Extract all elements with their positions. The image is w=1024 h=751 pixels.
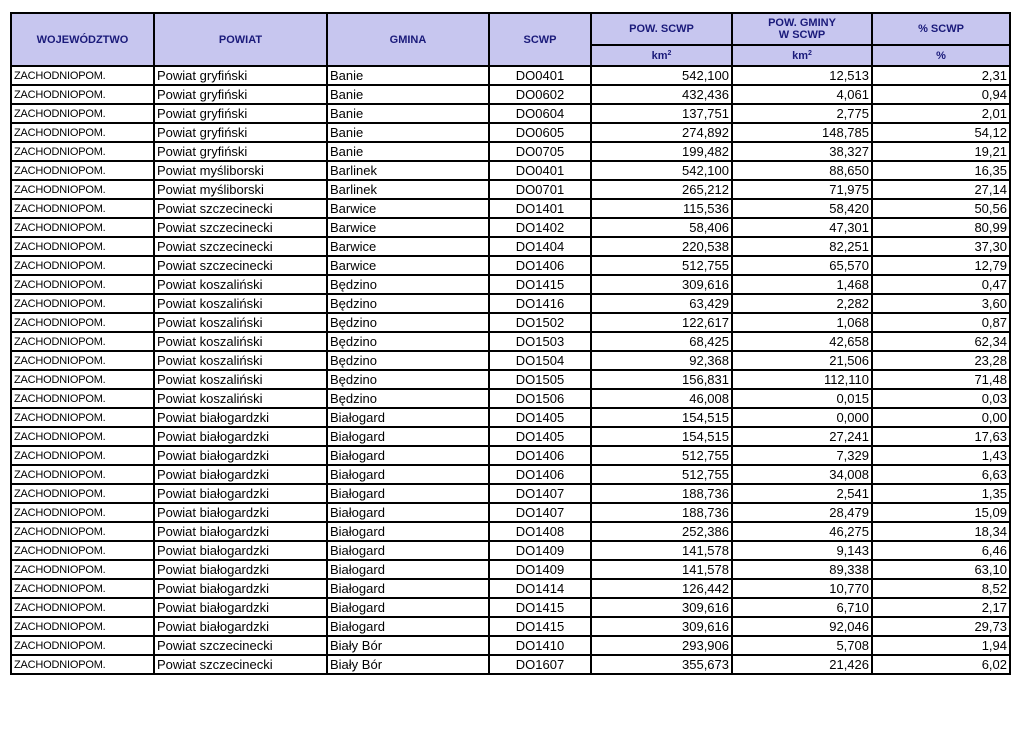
cell-pct-scwp: 54,12 (872, 123, 1010, 142)
cell-powiat: Powiat koszaliński (154, 294, 327, 313)
cell-wojewodztwo: ZACHODNIOPOM. (11, 180, 154, 199)
cell-pow-scwp: 432,436 (591, 85, 732, 104)
cell-powiat: Powiat koszaliński (154, 389, 327, 408)
table-row (11, 199, 1010, 218)
cell-gmina: Banie (327, 85, 489, 104)
cell-scwp: DO1506 (489, 389, 591, 408)
cell-scwp: DO1416 (489, 294, 591, 313)
cell-pow-gminy: 42,658 (732, 332, 872, 351)
cell-pow-gminy: 89,338 (732, 560, 872, 579)
cell-gmina: Będzino (327, 351, 489, 370)
cell-wojewodztwo: ZACHODNIOPOM. (11, 427, 154, 446)
cell-powiat: Powiat szczecinecki (154, 256, 327, 275)
cell-powiat: Powiat koszaliński (154, 275, 327, 294)
cell-scwp: DO1410 (489, 636, 591, 655)
cell-wojewodztwo: ZACHODNIOPOM. (11, 503, 154, 522)
cell-pow-scwp: 68,425 (591, 332, 732, 351)
cell-pct-scwp: 15,09 (872, 503, 1010, 522)
table-row (11, 294, 1010, 313)
cell-pow-scwp: 512,755 (591, 256, 732, 275)
table-row (11, 636, 1010, 655)
cell-scwp: DO1405 (489, 427, 591, 446)
cell-pow-gminy: 46,275 (732, 522, 872, 541)
table-row (11, 237, 1010, 256)
cell-pow-gminy: 7,329 (732, 446, 872, 465)
cell-scwp: DO1414 (489, 579, 591, 598)
cell-pow-gminy: 6,710 (732, 598, 872, 617)
table-row (11, 579, 1010, 598)
cell-scwp: DO1502 (489, 313, 591, 332)
cell-wojewodztwo: ZACHODNIOPOM. (11, 465, 154, 484)
cell-pow-gminy: 47,301 (732, 218, 872, 237)
cell-pct-scwp: 2,31 (872, 66, 1010, 85)
cell-pow-gminy: 2,541 (732, 484, 872, 503)
cell-powiat: Powiat białogardzki (154, 503, 327, 522)
cell-powiat: Powiat gryfiński (154, 123, 327, 142)
cell-scwp: DO0401 (489, 66, 591, 85)
cell-scwp: DO1406 (489, 465, 591, 484)
cell-pow-gminy: 58,420 (732, 199, 872, 218)
cell-pow-gminy: 1,068 (732, 313, 872, 332)
cell-wojewodztwo: ZACHODNIOPOM. (11, 104, 154, 123)
cell-gmina: Białogard (327, 465, 489, 484)
cell-pow-gminy: 82,251 (732, 237, 872, 256)
cell-pct-scwp: 16,35 (872, 161, 1010, 180)
cell-powiat: Powiat gryfiński (154, 104, 327, 123)
cell-pow-scwp: 115,536 (591, 199, 732, 218)
cell-pct-scwp: 62,34 (872, 332, 1010, 351)
cell-scwp: DO1415 (489, 598, 591, 617)
cell-powiat: Powiat białogardzki (154, 427, 327, 446)
cell-pow-scwp: 122,617 (591, 313, 732, 332)
cell-scwp: DO1402 (489, 218, 591, 237)
cell-gmina: Białogard (327, 522, 489, 541)
cell-gmina: Będzino (327, 389, 489, 408)
table-row (11, 66, 1010, 85)
cell-pow-gminy: 12,513 (732, 66, 872, 85)
table-row (11, 104, 1010, 123)
cell-pct-scwp: 1,43 (872, 446, 1010, 465)
cell-wojewodztwo: ZACHODNIOPOM. (11, 598, 154, 617)
cell-pow-gminy: 0,000 (732, 408, 872, 427)
cell-pct-scwp: 0,47 (872, 275, 1010, 294)
table-row (11, 332, 1010, 351)
table-row (11, 598, 1010, 617)
cell-wojewodztwo: ZACHODNIOPOM. (11, 408, 154, 427)
cell-scwp: DO1404 (489, 237, 591, 256)
cell-gmina: Biały Bór (327, 636, 489, 655)
cell-pct-scwp: 1,35 (872, 484, 1010, 503)
cell-powiat: Powiat białogardzki (154, 484, 327, 503)
cell-pow-scwp: 154,515 (591, 427, 732, 446)
cell-pct-scwp: 3,60 (872, 294, 1010, 313)
cell-powiat: Powiat białogardzki (154, 541, 327, 560)
cell-pct-scwp: 27,14 (872, 180, 1010, 199)
cell-pow-scwp: 188,736 (591, 503, 732, 522)
cell-pct-scwp: 71,48 (872, 370, 1010, 389)
cell-pow-scwp: 293,906 (591, 636, 732, 655)
cell-pow-scwp: 199,482 (591, 142, 732, 161)
cell-scwp: DO1503 (489, 332, 591, 351)
cell-pct-scwp: 80,99 (872, 218, 1010, 237)
cell-gmina: Białogard (327, 408, 489, 427)
table-row (11, 522, 1010, 541)
cell-pow-gminy: 27,241 (732, 427, 872, 446)
cell-pct-scwp: 6,63 (872, 465, 1010, 484)
table-row (11, 313, 1010, 332)
table-row (11, 617, 1010, 636)
cell-wojewodztwo: ZACHODNIOPOM. (11, 332, 154, 351)
table-row (11, 218, 1010, 237)
table-body (11, 66, 1010, 674)
table-row (11, 655, 1010, 674)
cell-scwp: DO0604 (489, 104, 591, 123)
cell-scwp: DO1407 (489, 503, 591, 522)
cell-pct-scwp: 12,79 (872, 256, 1010, 275)
cell-gmina: Będzino (327, 275, 489, 294)
cell-pow-scwp: 141,578 (591, 560, 732, 579)
unit-pow-scwp: $km^2$ (591, 45, 732, 66)
cell-pow-scwp: 46,008 (591, 389, 732, 408)
cell-pct-scwp: 2,01 (872, 104, 1010, 123)
cell-wojewodztwo: ZACHODNIOPOM. (11, 142, 154, 161)
data-table (10, 12, 1011, 675)
table-row (11, 427, 1010, 446)
cell-scwp: DO0701 (489, 180, 591, 199)
cell-gmina: Banie (327, 66, 489, 85)
cell-powiat: Powiat białogardzki (154, 408, 327, 427)
cell-wojewodztwo: ZACHODNIOPOM. (11, 256, 154, 275)
cell-gmina: Barwice (327, 218, 489, 237)
cell-pct-scwp: 17,63 (872, 427, 1010, 446)
cell-scwp: DO1415 (489, 275, 591, 294)
cell-pct-scwp: 50,56 (872, 199, 1010, 218)
cell-gmina: Białogard (327, 617, 489, 636)
cell-wojewodztwo: ZACHODNIOPOM. (11, 275, 154, 294)
cell-gmina: Białogard (327, 598, 489, 617)
cell-scwp: DO1407 (489, 484, 591, 503)
cell-gmina: Banie (327, 123, 489, 142)
cell-scwp: DO1409 (489, 560, 591, 579)
cell-wojewodztwo: ZACHODNIOPOM. (11, 389, 154, 408)
header-scwp: SCWP (489, 13, 591, 66)
cell-pow-scwp: 252,386 (591, 522, 732, 541)
cell-wojewodztwo: ZACHODNIOPOM. (11, 313, 154, 332)
cell-wojewodztwo: ZACHODNIOPOM. (11, 655, 154, 674)
cell-powiat: Powiat szczecinecki (154, 655, 327, 674)
cell-scwp: DO1406 (489, 446, 591, 465)
cell-scwp: DO1504 (489, 351, 591, 370)
cell-pow-gminy: 88,650 (732, 161, 872, 180)
cell-wojewodztwo: ZACHODNIOPOM. (11, 541, 154, 560)
table-row (11, 465, 1010, 484)
cell-pct-scwp: 29,73 (872, 617, 1010, 636)
cell-powiat: Powiat białogardzki (154, 598, 327, 617)
cell-gmina: Białogard (327, 446, 489, 465)
table-row (11, 123, 1010, 142)
cell-powiat: Powiat białogardzki (154, 522, 327, 541)
table-row (11, 275, 1010, 294)
cell-gmina: Będzino (327, 332, 489, 351)
cell-pow-scwp: 156,831 (591, 370, 732, 389)
cell-powiat: Powiat myśliborski (154, 180, 327, 199)
table-row (11, 541, 1010, 560)
cell-wojewodztwo: ZACHODNIOPOM. (11, 199, 154, 218)
cell-scwp: DO1409 (489, 541, 591, 560)
cell-wojewodztwo: ZACHODNIOPOM. (11, 161, 154, 180)
cell-powiat: Powiat białogardzki (154, 465, 327, 484)
cell-pow-scwp: 220,538 (591, 237, 732, 256)
cell-gmina: Będzino (327, 370, 489, 389)
cell-gmina: Białogard (327, 541, 489, 560)
cell-pow-gminy: 71,975 (732, 180, 872, 199)
cell-powiat: Powiat koszaliński (154, 370, 327, 389)
cell-pow-scwp: 58,406 (591, 218, 732, 237)
cell-gmina: Barwice (327, 199, 489, 218)
cell-powiat: Powiat szczecinecki (154, 199, 327, 218)
cell-pow-gminy: 10,770 (732, 579, 872, 598)
cell-powiat: Powiat gryfiński (154, 85, 327, 104)
cell-wojewodztwo: ZACHODNIOPOM. (11, 579, 154, 598)
cell-pct-scwp: 0,87 (872, 313, 1010, 332)
cell-pct-scwp: 18,34 (872, 522, 1010, 541)
cell-powiat: Powiat białogardzki (154, 446, 327, 465)
cell-pct-scwp: 2,17 (872, 598, 1010, 617)
cell-scwp: DO0401 (489, 161, 591, 180)
unit-pct: % (872, 45, 1010, 66)
cell-pow-scwp: 512,755 (591, 465, 732, 484)
table-row (11, 484, 1010, 503)
cell-scwp: DO1607 (489, 655, 591, 674)
cell-pow-scwp: 309,616 (591, 275, 732, 294)
table-row (11, 560, 1010, 579)
cell-pct-scwp: 37,30 (872, 237, 1010, 256)
cell-wojewodztwo: ZACHODNIOPOM. (11, 351, 154, 370)
cell-pow-scwp: 542,100 (591, 161, 732, 180)
cell-wojewodztwo: ZACHODNIOPOM. (11, 617, 154, 636)
cell-scwp: DO1401 (489, 199, 591, 218)
cell-pow-scwp: 63,429 (591, 294, 732, 313)
cell-wojewodztwo: ZACHODNIOPOM. (11, 85, 154, 104)
header-pow-scwp: POW. SCWP (591, 13, 732, 45)
cell-gmina: Białogard (327, 427, 489, 446)
cell-scwp: DO1505 (489, 370, 591, 389)
cell-powiat: Powiat białogardzki (154, 579, 327, 598)
cell-wojewodztwo: ZACHODNIOPOM. (11, 446, 154, 465)
cell-scwp: DO0705 (489, 142, 591, 161)
unit-pow-gminy: $km^2$ (732, 45, 872, 66)
cell-wojewodztwo: ZACHODNIOPOM. (11, 66, 154, 85)
cell-wojewodztwo: ZACHODNIOPOM. (11, 484, 154, 503)
cell-pow-scwp: 141,578 (591, 541, 732, 560)
cell-pow-gminy: 21,506 (732, 351, 872, 370)
table-row (11, 370, 1010, 389)
table-row (11, 161, 1010, 180)
cell-powiat: Powiat koszaliński (154, 332, 327, 351)
cell-scwp: DO1408 (489, 522, 591, 541)
cell-pct-scwp: 0,00 (872, 408, 1010, 427)
cell-powiat: Powiat myśliborski (154, 161, 327, 180)
cell-pow-gminy: 1,468 (732, 275, 872, 294)
cell-wojewodztwo: ZACHODNIOPOM. (11, 560, 154, 579)
cell-wojewodztwo: ZACHODNIOPOM. (11, 218, 154, 237)
cell-scwp: DO1405 (489, 408, 591, 427)
cell-pow-scwp: 512,755 (591, 446, 732, 465)
header-pow-gminy: POW. GMINY W SCWP (732, 13, 872, 45)
cell-gmina: Banie (327, 142, 489, 161)
cell-wojewodztwo: ZACHODNIOPOM. (11, 636, 154, 655)
cell-gmina: Barlinek (327, 180, 489, 199)
cell-pow-gminy: 2,775 (732, 104, 872, 123)
cell-gmina: Będzino (327, 313, 489, 332)
cell-powiat: Powiat koszaliński (154, 351, 327, 370)
cell-pow-gminy: 0,015 (732, 389, 872, 408)
cell-wojewodztwo: ZACHODNIOPOM. (11, 237, 154, 256)
cell-pow-scwp: 309,616 (591, 598, 732, 617)
cell-powiat: Powiat szczecinecki (154, 218, 327, 237)
cell-pow-scwp: 154,515 (591, 408, 732, 427)
cell-pct-scwp: 0,94 (872, 85, 1010, 104)
cell-pow-scwp: 188,736 (591, 484, 732, 503)
cell-powiat: Powiat gryfiński (154, 66, 327, 85)
cell-pow-scwp: 126,442 (591, 579, 732, 598)
cell-pow-scwp: 137,751 (591, 104, 732, 123)
cell-powiat: Powiat szczecinecki (154, 237, 327, 256)
cell-pct-scwp: 6,46 (872, 541, 1010, 560)
table-row (11, 180, 1010, 199)
cell-pct-scwp: 23,28 (872, 351, 1010, 370)
cell-pct-scwp: 0,03 (872, 389, 1010, 408)
cell-scwp: DO1415 (489, 617, 591, 636)
cell-powiat: Powiat gryfiński (154, 142, 327, 161)
cell-wojewodztwo: ZACHODNIOPOM. (11, 123, 154, 142)
cell-pow-scwp: 92,368 (591, 351, 732, 370)
table-row (11, 142, 1010, 161)
cell-pow-scwp: 542,100 (591, 66, 732, 85)
cell-pow-scwp: 274,892 (591, 123, 732, 142)
cell-powiat: Powiat szczecinecki (154, 636, 327, 655)
cell-gmina: Białogard (327, 484, 489, 503)
cell-wojewodztwo: ZACHODNIOPOM. (11, 522, 154, 541)
cell-gmina: Barwice (327, 237, 489, 256)
cell-pow-gminy: 65,570 (732, 256, 872, 275)
header-pct-scwp: % SCWP (872, 13, 1010, 45)
cell-pow-gminy: 38,327 (732, 142, 872, 161)
cell-scwp: DO1406 (489, 256, 591, 275)
header-wojewodztwo: WOJEWÓDZTWO (11, 13, 154, 66)
cell-pow-gminy: 2,282 (732, 294, 872, 313)
cell-gmina: Białogard (327, 503, 489, 522)
table-row (11, 351, 1010, 370)
cell-pct-scwp: 6,02 (872, 655, 1010, 674)
table-row (11, 389, 1010, 408)
cell-pow-gminy: 5,708 (732, 636, 872, 655)
cell-powiat: Powiat białogardzki (154, 617, 327, 636)
header-powiat: POWIAT (154, 13, 327, 66)
cell-pow-gminy: 34,008 (732, 465, 872, 484)
cell-gmina: Białogard (327, 560, 489, 579)
cell-pow-gminy: 148,785 (732, 123, 872, 142)
cell-wojewodztwo: ZACHODNIOPOM. (11, 370, 154, 389)
cell-pow-gminy: 92,046 (732, 617, 872, 636)
cell-pow-gminy: 9,143 (732, 541, 872, 560)
table-row (11, 256, 1010, 275)
table-row (11, 446, 1010, 465)
table-row (11, 408, 1010, 427)
cell-pct-scwp: 19,21 (872, 142, 1010, 161)
table-row (11, 85, 1010, 104)
cell-pow-gminy: 28,479 (732, 503, 872, 522)
cell-gmina: Barlinek (327, 161, 489, 180)
cell-scwp: DO0602 (489, 85, 591, 104)
cell-pow-gminy: 21,426 (732, 655, 872, 674)
cell-wojewodztwo: ZACHODNIOPOM. (11, 294, 154, 313)
cell-scwp: DO0605 (489, 123, 591, 142)
table-row (11, 503, 1010, 522)
cell-pow-scwp: 309,616 (591, 617, 732, 636)
cell-powiat: Powiat białogardzki (154, 560, 327, 579)
cell-gmina: Będzino (327, 294, 489, 313)
cell-pow-gminy: 112,110 (732, 370, 872, 389)
cell-pow-scwp: 265,212 (591, 180, 732, 199)
cell-gmina: Białogard (327, 579, 489, 598)
cell-gmina: Biały Bór (327, 655, 489, 674)
cell-pow-gminy: 4,061 (732, 85, 872, 104)
cell-pow-scwp: 355,673 (591, 655, 732, 674)
cell-pct-scwp: 1,94 (872, 636, 1010, 655)
header-gmina: GMINA (327, 13, 489, 66)
cell-pct-scwp: 8,52 (872, 579, 1010, 598)
cell-gmina: Banie (327, 104, 489, 123)
cell-gmina: Barwice (327, 256, 489, 275)
cell-pct-scwp: 63,10 (872, 560, 1010, 579)
cell-powiat: Powiat koszaliński (154, 313, 327, 332)
